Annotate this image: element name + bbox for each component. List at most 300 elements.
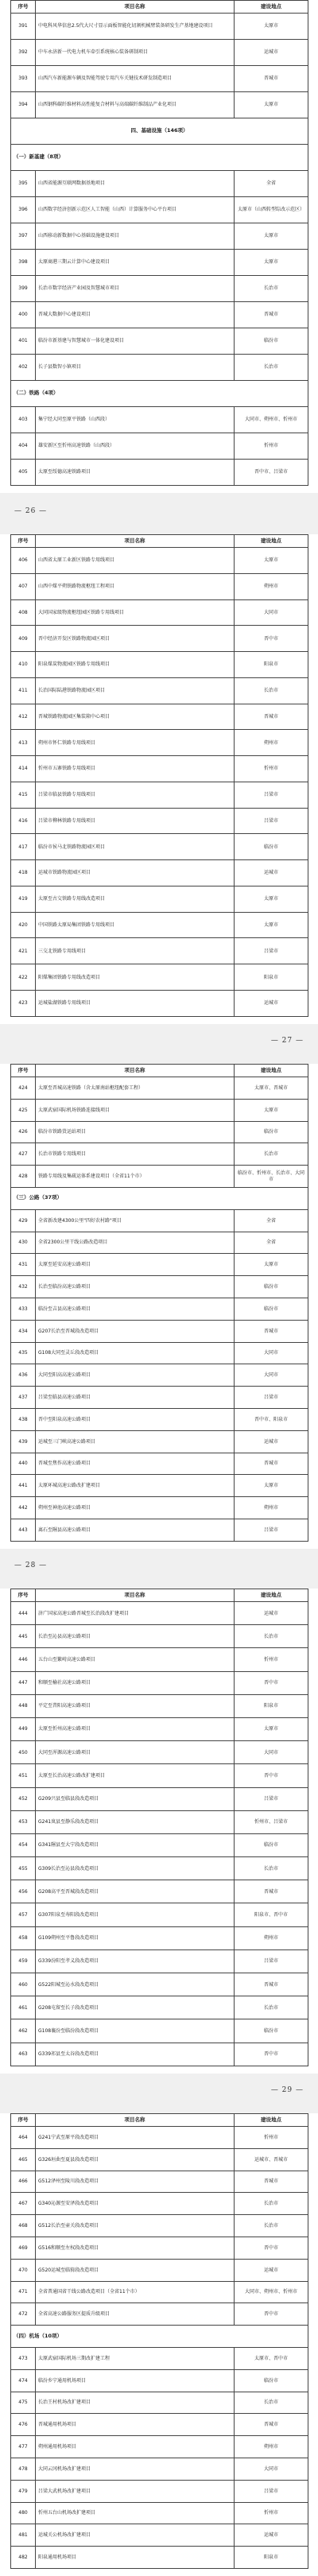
row-project-name: 大同至阳高高速公路项目 [36,1364,235,1387]
row-seq: 394 [11,92,36,118]
row-location: 长治市 [235,2392,308,2414]
table-row [11,2480,308,2502]
row-project-name: G340沁源至安泽段改造项目 [36,2193,235,2215]
row-project-name: 太原武宿国际机场三期改扩建工程 [36,2347,235,2369]
table-row [11,2502,308,2524]
table-row [11,1787,308,1810]
row-seq: 450 [11,1741,36,1764]
row-project-name: 忻州五台山机场改扩建项目 [36,2502,235,2524]
table-row [11,197,308,223]
table-row [11,573,308,599]
header-seq: 序号 [11,535,36,548]
header-location: 建设地点 [235,1065,308,1077]
row-location: 长治市 [235,1143,308,1166]
row-project-name: 运城关公机场改扩建项目 [36,2524,235,2547]
table-row [11,2414,308,2436]
row-seq: 448 [11,1694,36,1717]
row-location: 太原市 [235,250,308,276]
row-project-name: 太原至绥德高速铁路项目 [36,460,235,486]
row-location: 大同市 [235,2458,308,2480]
table-row [11,1121,308,1143]
row-project-name: 山西钢科碳纤维材料高性能复合材料与高端碳纤维制品产业化项目 [36,92,235,118]
row-location: 临汾市 [235,1121,308,1143]
row-location: 运城市 [235,991,308,1017]
row-location: 临汾市 [235,328,308,355]
row-location: 阳泉市 [235,652,308,678]
row-seq: 473 [11,2347,36,2369]
row-project-name: 太原商港三期云计算中心建设项目 [36,250,235,276]
row-project-name: 雄安新区至忻州高速铁路（山西段） [36,433,235,460]
subsection-heading-row [11,1187,308,1209]
row-project-name: 晋城通用机场项目 [36,2414,235,2436]
row-seq: 435 [11,1342,36,1364]
row-project-name: 朔州市怀仁铁路专用线项目 [36,730,235,756]
row-seq: 410 [11,652,36,678]
table-row [11,2369,308,2392]
table-row [11,1077,308,1100]
row-project-name: 和顺至榆社高速公路项目 [36,1671,235,1694]
header-seq: 序号 [11,1589,36,1602]
row-location: 长治市 [235,276,308,302]
table-row [11,1430,308,1453]
row-seq: 403 [11,407,36,433]
row-project-name: 临汾市侯马北铁路物流园区项目 [36,834,235,860]
row-project-name: G208屯留至长子段改造项目 [36,1996,235,2019]
row-seq: 474 [11,2369,36,2392]
table-row [11,1099,308,1121]
row-location: 大同市、朔州市、忻州市 [235,407,308,433]
table-row [11,1903,308,1926]
table-row [11,2215,308,2237]
page-number-26: — 26 — [14,507,48,515]
table-row [11,2148,308,2171]
row-seq: 447 [11,1671,36,1694]
row-seq: 477 [11,2436,36,2458]
row-project-name: 山西省太原工业新区铁路专用线项目 [36,548,235,574]
row-location: 大同市 [235,1364,308,1387]
row-location: 阳泉市 [235,2547,308,2569]
row-project-name: 吕梁市柳林铁路专用线项目 [36,808,235,834]
row-location: 晋城市 [235,1880,308,1903]
row-location: 忻州市 [235,2502,308,2524]
header-name: 项目名称 [36,1,235,14]
table-row [11,2303,308,2326]
row-project-name: 铁路专用线及集疏运体系建设项目（全省11个市） [36,1166,235,1188]
row-seq: 401 [11,328,36,355]
subsection-heading-row [11,2326,308,2348]
table-row [11,276,308,302]
row-location: 临汾市 [235,2019,308,2043]
row-location: 运城市 [235,1602,308,1625]
row-seq: 442 [11,1497,36,1519]
row-project-name: 太原至晋城高速铁路（含太原南站枢纽配套工程） [36,1077,235,1100]
table-row [11,2127,308,2149]
row-seq: 433 [11,1298,36,1320]
table-row [11,1143,308,1166]
row-location: 太原市 [235,92,308,118]
row-location: 长治市 [235,2215,308,2237]
row-seq: 453 [11,1810,36,1833]
row-seq: 438 [11,1408,36,1430]
table-row [11,433,308,460]
table-row [11,355,308,381]
row-project-name: 晋城大数据中心建设项目 [36,302,235,328]
table-row [11,808,308,834]
row-seq: 414 [11,756,36,782]
row-location: 忻州市 [235,756,308,782]
table-header-row [11,2114,308,2127]
row-location: 阳泉市 [235,964,308,991]
row-seq: 439 [11,1430,36,1453]
row-project-name: 长子县数智小镇项目 [36,355,235,381]
table-row [11,1926,308,1949]
row-project-name: 长治市铁路专用线项目 [36,1143,235,1166]
row-seq: 407 [11,573,36,599]
row-seq: 404 [11,433,36,460]
table-row [11,328,308,355]
row-project-name: G241岚县至静乐段改造项目 [36,1810,235,1833]
row-seq: 408 [11,599,36,626]
row-location: 临汾市 [235,2369,308,2392]
row-project-name: 中车永济新一代电力机车牵引系统核心装备研制项目 [36,40,235,66]
row-location: 全省 [235,171,308,197]
project-table [10,2113,308,2569]
row-location: 晋中市 [235,1764,308,1787]
table-row [11,599,308,626]
row-project-name: G339祁县至太谷段改造项目 [36,2043,235,2066]
table-row [11,1949,308,1973]
table-row [11,1810,308,1833]
row-project-name: 长治至沁县高速公路项目 [36,1625,235,1648]
row-project-name: 全省2300公里干线公路改造项目 [36,1232,235,1254]
row-location: 朔州市 [235,573,308,599]
row-location: 太原市 [235,223,308,250]
row-location: 太原市 [235,1254,308,1276]
row-project-name: G516和顺至左权段改造项目 [36,2237,235,2259]
row-location: 吕梁市 [235,1949,308,1973]
subsection-heading: （四）机场（10项） [11,2326,308,2348]
row-location: 吕梁市 [235,808,308,834]
row-location: 吕梁市 [235,1387,308,1409]
table-row [11,548,308,574]
row-location: 晋中市 [235,2303,308,2326]
row-location: 吕梁市 [235,1519,308,1541]
table-row [11,1519,308,1541]
row-seq: 462 [11,2019,36,2043]
row-project-name: G520运城至临猗段改造项目 [36,2259,235,2281]
table-row [11,1625,308,1648]
row-location: 忻州市 [235,1648,308,1671]
row-project-name: 运城盐湖铁路专用线项目 [36,991,235,1017]
row-seq: 421 [11,938,36,964]
table-row [11,1717,308,1740]
row-seq: 399 [11,276,36,302]
row-location: 大同市、朔州市、忻州市 [235,2281,308,2303]
row-project-name: 阳泉通用机场项目 [36,2547,235,2569]
table-row [11,782,308,808]
header-name: 项目名称 [36,535,235,548]
table-header-row [11,535,308,548]
table-row [11,1320,308,1342]
table-row [11,2347,308,2369]
row-location: 朔州市 [235,1926,308,1949]
table-segment-3 [10,1064,308,1541]
table-row [11,1741,308,1764]
table-row [11,407,308,433]
row-project-name: 太原至古交铁路专用线改造项目 [36,886,235,912]
table-row [11,1276,308,1298]
row-seq: 443 [11,1519,36,1541]
row-seq: 471 [11,2281,36,2303]
row-location: 长治市 [235,2193,308,2215]
row-project-name: 太原至延安高速公路项目 [36,1254,235,1276]
table-row [11,1254,308,1276]
row-project-name: 运城至三门峡高速公路项目 [36,1430,235,1453]
row-project-name: 吕梁大武机场改扩建项目 [36,2480,235,2502]
row-location: 忻州市、吕梁市 [235,1810,308,1833]
row-project-name: 中国铁路太原局集团铁路专用线项目 [36,912,235,938]
header-name: 项目名称 [36,1065,235,1077]
header-seq: 序号 [11,1065,36,1077]
row-project-name: G512泽州至陵川段改造项目 [36,2171,235,2193]
row-seq: 440 [11,1453,36,1475]
row-seq: 469 [11,2237,36,2259]
table-row [11,2547,308,2569]
table-row [11,1857,308,1880]
row-seq: 475 [11,2392,36,2414]
table-row [11,860,308,886]
table-row [11,14,308,40]
row-project-name: 山西中煤平朔铁路物流枢纽工程项目 [36,573,235,599]
table-row [11,2524,308,2547]
row-seq: 454 [11,1833,36,1856]
row-seq: 409 [11,626,36,652]
table-row [11,1833,308,1856]
row-seq: 456 [11,1880,36,1903]
row-location: 运城市 [235,2524,308,2547]
row-seq: 422 [11,964,36,991]
row-project-name: 山西省能源互联网数据基地项目 [36,171,235,197]
page-number-29: — 29 — [270,2086,304,2094]
table-row [11,964,308,991]
row-seq: 472 [11,2303,36,2326]
row-project-name: G341隰县至大宁段改造项目 [36,1833,235,1856]
row-project-name: 太原环城高速公路改扩建项目 [36,1475,235,1497]
table-row [11,991,308,1017]
row-project-name: 太原至长治高速公路改扩建项目 [36,1764,235,1787]
row-location: 吕梁市 [235,1787,308,1810]
row-project-name: G209兴县至临县段改造项目 [36,1787,235,1810]
row-location: 晋城市 [235,1453,308,1475]
row-project-name: 长治市数字经济产业园及智慧城市项目 [36,276,235,302]
row-project-name: 大同云冈机场改扩建项目 [36,2458,235,2480]
page-break-1 [0,493,318,534]
row-location: 晋城市 [235,704,308,730]
table-segment-4 [10,1589,308,2066]
row-location: 晋中市 [235,2237,308,2259]
table-row [11,2171,308,2193]
row-seq: 455 [11,1857,36,1880]
row-seq: 482 [11,2547,36,2569]
table-row [11,1497,308,1519]
row-seq: 424 [11,1077,36,1100]
row-seq: 391 [11,14,36,40]
row-project-name: G309长治至沁县段改造项目 [36,1857,235,1880]
row-project-name: G208高平至晋城段改造项目 [36,1880,235,1903]
row-seq: 427 [11,1143,36,1166]
row-project-name: 山西移动新数据中心基础设施建设项目 [36,223,235,250]
table-row [11,1475,308,1497]
table-row [11,223,308,250]
row-project-name: 长治至临汾高速公路项目 [36,1276,235,1298]
subsection-heading: （二）铁路（4项） [11,381,308,407]
row-location: 临汾市 [235,1276,308,1298]
table-row [11,730,308,756]
row-location: 太原市 [235,548,308,574]
table-row [11,2043,308,2066]
table-row [11,912,308,938]
header-location: 建设地点 [235,1589,308,1602]
row-seq: 481 [11,2524,36,2547]
row-project-name: 临汾乡宁通用机场项目 [36,2369,235,2392]
row-location: 长治市 [235,1996,308,2019]
row-seq: 405 [11,460,36,486]
row-project-name: 中电科风华信息2.5代大尺寸显示面板智能化切割机械臂装备研发生产基地建设项目 [36,14,235,40]
row-seq: 463 [11,2043,36,2066]
table-row [11,704,308,730]
row-location: 晋城市 [235,66,308,92]
row-location: 大同市 [235,599,308,626]
table-row [11,2237,308,2259]
row-project-name: 晋城至焦作高速公路项目 [36,1453,235,1475]
table-row [11,460,308,486]
row-location: 全省 [235,1209,308,1232]
table-row [11,2019,308,2043]
row-seq: 432 [11,1276,36,1298]
row-seq: 446 [11,1648,36,1671]
section-heading-row [11,118,308,145]
table-row [11,2458,308,2480]
row-seq: 392 [11,40,36,66]
row-location: 长治市 [235,1857,308,1880]
table-row [11,1973,308,1996]
row-seq: 476 [11,2414,36,2436]
row-project-name: 全省新改建4300公里"四好农村路"项目 [36,1209,235,1232]
row-seq: 425 [11,1099,36,1121]
row-location: 晋中市、阳泉市 [235,1408,308,1430]
row-location: 长治市 [235,1625,308,1648]
row-seq: 452 [11,1787,36,1810]
row-seq: 418 [11,860,36,886]
row-location: 临汾市 [235,1833,308,1856]
row-location: 太原市 [235,886,308,912]
row-project-name: 太原武宿国际机场铁路连接线项目 [36,1099,235,1121]
row-seq: 413 [11,730,36,756]
row-seq: 411 [11,677,36,704]
project-table [10,534,308,1017]
row-location: 晋城市 [235,2171,308,2193]
row-project-name: 山西数字经济创新示范区人工智能（山西）计算服务中心平台项目 [36,197,235,223]
table-segment-1 [10,0,308,485]
row-seq: 449 [11,1717,36,1740]
row-location: 吕梁市 [235,938,308,964]
row-location: 晋城市 [235,2414,308,2436]
page-break-4 [0,2074,318,2113]
row-location: 晋城市 [235,1973,308,1996]
row-seq: 470 [11,2259,36,2281]
row-location: 太原市 [235,912,308,938]
row-project-name: 吕梁市临县铁路专用线项目 [36,782,235,808]
row-seq: 451 [11,1764,36,1787]
table-header-row [11,1,308,14]
row-project-name: 晋中至阳泉高速公路项目 [36,1408,235,1430]
row-project-name: 临汾至吉县高速公路项目 [36,1298,235,1320]
table-row [11,2259,308,2281]
header-location: 建设地点 [235,535,308,548]
row-location: 临汾市 [235,834,308,860]
table-row [11,2281,308,2303]
table-row [11,1671,308,1694]
row-seq: 429 [11,1209,36,1232]
row-project-name: 阳泉煤炭物流园区铁路专用线项目 [36,652,235,678]
header-seq: 序号 [11,1,36,14]
table-row [11,1648,308,1671]
row-seq: 466 [11,2171,36,2193]
row-location: 临汾市、忻州市、长治市、大同市 [235,1166,308,1188]
header-name: 项目名称 [36,1589,235,1602]
table-row [11,66,308,92]
row-location: 朔州市 [235,730,308,756]
row-seq: 398 [11,250,36,276]
row-seq: 419 [11,886,36,912]
table-row [11,302,308,328]
row-project-name: G522阳城至沁水段改造项目 [36,1973,235,1996]
row-project-name: 太原至忻州高速公路项目 [36,1717,235,1740]
row-seq: 396 [11,197,36,223]
subsection-heading: （一）新基建（8项） [11,145,308,171]
table-row [11,92,308,118]
row-project-name: 三交北铁路专用线项目 [36,938,235,964]
row-location: 长治市 [235,677,308,704]
row-project-name: G108大同至灵丘段改造项目 [36,1342,235,1364]
row-location: 太原市 [235,1475,308,1497]
row-seq: 406 [11,548,36,574]
row-seq: 465 [11,2148,36,2171]
row-project-name: G241宁武至原平段改造项目 [36,2127,235,2149]
row-project-name: 朔州通用机场项目 [36,2436,235,2458]
row-seq: 480 [11,2502,36,2524]
table-row [11,2193,308,2215]
row-location: 运城市 [235,1430,308,1453]
row-location: 临汾市 [235,1298,308,1320]
row-seq: 426 [11,1121,36,1143]
row-project-name: 朔州至神池高速公路项目 [36,1497,235,1519]
row-location: 太原市（山西转型综改示范区） [235,197,308,223]
table-row [11,1764,308,1787]
row-project-name: 离石至隰县高速公路项目 [36,1519,235,1541]
row-seq: 430 [11,1232,36,1254]
row-location: 晋城市 [235,302,308,328]
row-seq: 393 [11,66,36,92]
table-row [11,40,308,66]
table-row [11,1387,308,1409]
row-project-name: 五台山至繁峙高速公路项目 [36,1648,235,1671]
header-location: 建设地点 [235,1,308,14]
row-seq: 461 [11,1996,36,2019]
row-seq: 412 [11,704,36,730]
row-location: 大同市 [235,1342,308,1364]
project-table [10,0,308,486]
